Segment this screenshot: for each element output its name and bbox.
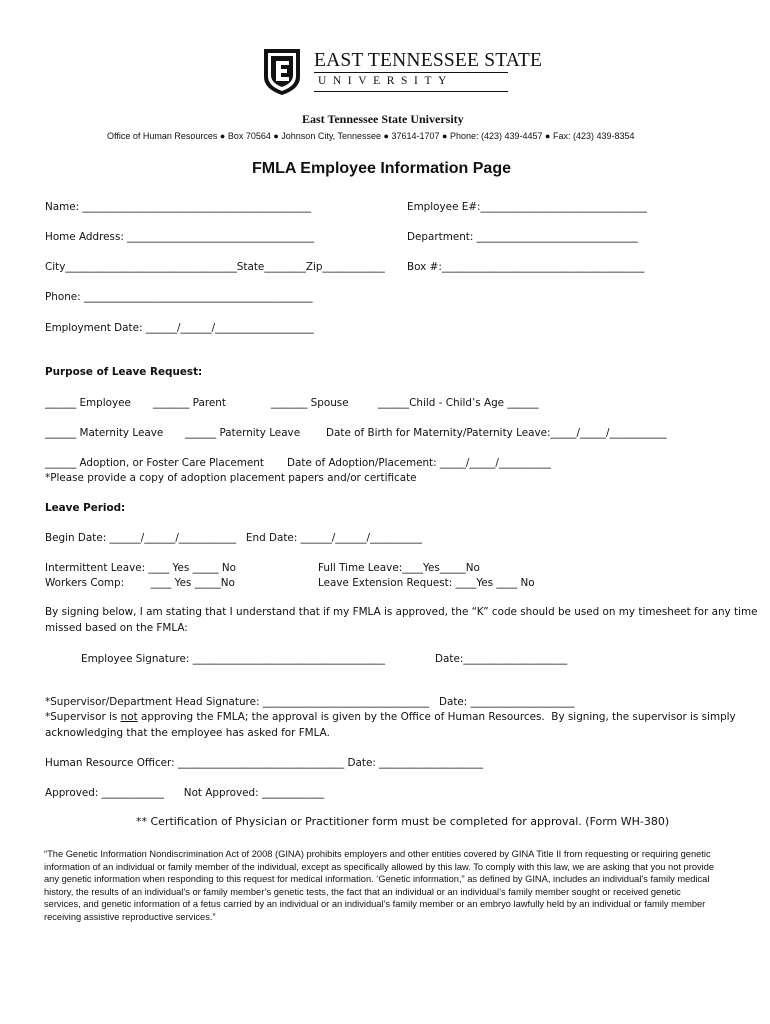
purpose-parent-option[interactable]: _______ Parent [153,397,226,409]
logo-wordmark-university: UNIVERSITY [318,75,453,87]
logo-rule-top [314,72,508,73]
purpose-paternity-option[interactable]: ______ Paternity Leave [185,427,301,439]
purpose-heading: Purpose of Leave Request: [45,366,203,378]
leave-extension-field[interactable]: Leave Extension Request: ____Yes ____ No [318,577,535,589]
adoption-date-field[interactable]: Date of Adoption/Placement: _____/_____/__________ [287,457,551,469]
purpose-spouse-option[interactable]: _______ Spouse [271,397,349,409]
supervisor-note-pre: *Supervisor is [45,711,121,723]
box-field[interactable]: Box #:_______________________________________ [407,261,645,273]
city-state-zip-field[interactable]: City_________________________________State________Zip____________ [45,261,385,273]
purpose-adoption-option[interactable]: ______ Adoption, or Foster Care Placement [45,457,264,469]
employee-signature-field[interactable]: Employee Signature: _____________________________________ [81,653,385,665]
university-name: East Tennessee State University [302,112,464,126]
name-field[interactable]: Name: ____________________________________________ [45,201,312,213]
certification-note: ** Certification of Physician or Practitioner form must be completed for approval. (Form WH-380) [136,815,670,828]
hr-officer-field[interactable]: Human Resource Officer: ________________________________ Date: ____________________ [45,757,484,769]
approval-field[interactable]: Approved: ____________ Not Approved: ____________ [45,787,325,799]
employee-date-field[interactable]: Date:____________________ [435,653,568,665]
signing-statement: By signing below, I am stating that I understand that if my FMLA is approved, the “K” code should be used on my timesheet for any time [45,606,758,618]
purpose-employee-option[interactable]: ______ Employee [45,397,131,409]
phone-field[interactable]: Phone: ____________________________________________ [45,291,313,303]
workers-comp-field[interactable]: Workers Comp: ____ Yes _____No [45,577,235,589]
department-field[interactable]: Department: _______________________________ [407,231,638,243]
supervisor-note-post: approving the FMLA; the approval is given by the Office of Human Resources. By signing, the supervisor is simply [137,711,736,723]
office-contact-line: Office of Human Resources ● Box 70564 ● Johnson City, Tennessee ● 37614-1707 ● Phone: (423) 439-4457 ● Fax: (423) 439-8354 [107,131,635,141]
supervisor-note [45,711,736,723]
birth-date-field[interactable]: Date of Birth for Maternity/Paternity Leave:_____/_____/___________ [326,427,667,439]
signing-statement-cont: missed based on the FMLA: [45,622,188,634]
home-address-field[interactable]: Home Address: ____________________________________ [45,231,315,243]
page-title: FMLA Employee Information Page [252,160,511,177]
full-time-leave-field[interactable]: Full Time Leave:____Yes_____No [318,562,480,574]
employment-date-field[interactable]: Employment Date: ______/______/___________________ [45,322,314,334]
purpose-maternity-option[interactable]: ______ Maternity Leave [45,427,164,439]
gina-notice: “The Genetic Information Nondiscrimination Act of 2008 (GINA) prohibits employers and other entities covered by GINA Title II from requesting or requiring genetic information of an individual or family member of the individual, except as specifically allowed by this law. To comply with this law, we are asking that you not provide any genetic information when responding to this request for medical information. ‘Genetic information,” as defined by GINA, includes an individual’s family medical history, the results of an individual’s or family member’s genetic tests, the fact that an individual or an individual’s family member sought or received genetic services, and genetic information of a fetus carried by an individual or an individual’s family member or an embryo lawfully held by an individual or family member receiving assistive reproductive services.” [44,849,715,922]
etsu-shield-logo-icon [262,47,302,97]
supervisor-signature-field[interactable]: *Supervisor/Department Head Signature: ________________________________ Date: ____________________ [45,696,575,708]
begin-end-date-field[interactable]: Begin Date: ______/______/___________ End Date: ______/______/__________ [45,532,422,544]
supervisor-note-cont: acknowledging that the employee has asked for FMLA. [45,727,330,739]
leave-period-heading: Leave Period: [45,502,126,514]
employee-e-field[interactable]: Employee E#:________________________________ [407,201,647,213]
adoption-note: *Please provide a copy of adoption placement papers and/or certificate [45,472,417,484]
intermittent-leave-field[interactable]: Intermittent Leave: ____ Yes _____ No [45,562,236,574]
purpose-child-option[interactable]: ______Child - Child’s Age ______ [378,397,539,409]
supervisor-note-not: not [120,711,138,723]
logo-rule-bottom [314,91,508,92]
logo-wordmark: EAST TENNESSEE STATE [314,50,543,71]
